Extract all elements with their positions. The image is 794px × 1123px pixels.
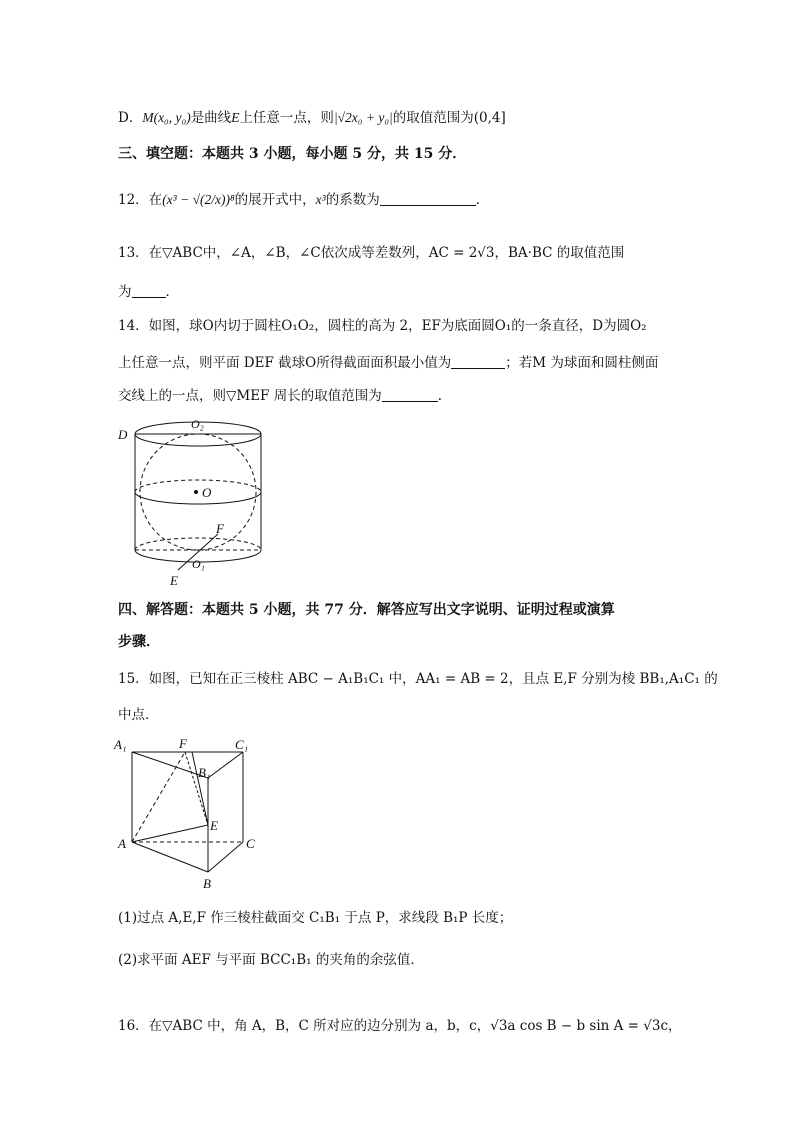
q14-line1: 14．如图，球O内切于圆柱O₁O₂，圆柱的高为 2，EF为底面圆O₁的一条直径，D为圆O₂ (118, 318, 647, 334)
label-f: F (179, 736, 187, 751)
label-a1: A₁ (114, 737, 127, 752)
q14-answer-blank-1[interactable] (451, 354, 505, 369)
label-o: O (202, 485, 212, 500)
label-b1: B₁ (198, 765, 211, 780)
option-d-text1: 是曲线 (190, 110, 232, 126)
section4-heading-line2: 步骤． (118, 634, 160, 650)
line-a-e (132, 825, 208, 842)
q15-line1: 15．如图，已知在正三棱柱 ABC − A₁B₁C₁ 中，AA₁ = AB = 2，且点 E,F 分别为棱 BB₁,A₁C₁ 的 (118, 671, 718, 687)
q15-part1: (1)过点 A,E,F 作三棱柱截面交 C₁B₁ 于点 P，求线段 B₁P 长度； (118, 910, 513, 926)
q12-expr: (x³ − √(2/x))⁸ (162, 192, 235, 207)
q14-line3-a: 交线上的一点，则▽MEF 周长的取值范围为 (118, 388, 382, 404)
q13-line1: 13．在▽ABC中，∠A，∠B，∠C依次成等差数列，AC = 2√3，BA·BC 的取值范围 (118, 245, 625, 261)
q14-line3-b: ． (437, 388, 452, 404)
label-e: E (170, 573, 178, 588)
q13-line2 (118, 282, 179, 302)
option-d (118, 108, 506, 128)
option-d-text3: 的取值范围为 (392, 110, 474, 126)
section4-heading-line1: 四、解答题：本题共 5 小题，共 77 分．解答应写出文字说明、证明过程或演算 (118, 602, 615, 618)
bottom-ellipse-back (135, 538, 261, 550)
q12-answer-blank[interactable] (380, 191, 476, 206)
question-12 (118, 190, 489, 210)
label-o2: O₂ (191, 417, 204, 431)
option-d-point: M(x₀, y₀) (142, 110, 191, 125)
label-c: C (246, 836, 255, 851)
label-a: A (118, 836, 126, 851)
q13-line2-b: ． (165, 284, 179, 300)
q14-answer-blank-2[interactable] (382, 387, 438, 402)
label-e: E (210, 818, 218, 833)
option-d-range: (0,4] (473, 110, 506, 126)
label-c1: C₁ (235, 737, 249, 752)
q12-num: 12．在 (118, 192, 163, 208)
option-d-curve: E (231, 110, 240, 125)
label-b: B (203, 876, 211, 891)
label-f: F (216, 521, 224, 536)
q14-line3 (118, 386, 451, 406)
edge-a-b (132, 842, 208, 872)
q13-line2-a: 为 (118, 284, 132, 300)
option-d-label: D． (118, 110, 143, 126)
q15-part2: (2)求平面 AEF 与平面 BCC₁B₁ 的夹角的余弦值． (118, 952, 424, 968)
q12-end: ． (475, 192, 490, 208)
edge-b1-c1 (208, 752, 243, 778)
middle-ellipse-back (135, 480, 261, 492)
label-d: D (118, 427, 128, 442)
option-d-text2: 上任意一点，则 (239, 110, 334, 126)
q14-line2 (118, 353, 658, 373)
line-a-f (132, 752, 185, 842)
prism-figure (112, 732, 272, 896)
q15-line2: 中点． (118, 707, 159, 723)
line-f-e-solid (192, 752, 211, 825)
edge-b-c (208, 842, 243, 872)
center-point-o (194, 490, 198, 494)
q12-text: 的展开式中， (234, 192, 316, 208)
q14-line2-a: 上任意一点，则平面 DEF 截球O所得截面面积最小值为 (118, 355, 452, 371)
cylinder-sphere-figure (112, 412, 272, 592)
line-f-e (185, 752, 211, 825)
section3-heading: 三、填空题：本题共 3 小题，每小题 5 分，共 15 分． (118, 146, 467, 162)
option-d-abs: |√2x₀ + y₀| (333, 110, 393, 125)
middle-ellipse-front (135, 492, 261, 504)
label-o1: O₁ (192, 557, 205, 571)
q16-line1: 16．在▽ABC 中，角 A，B，C 所对应的边分别为 a，b，c，√3a cos B − b sin A = √3c， (118, 1018, 682, 1034)
q13-answer-blank[interactable] (132, 283, 166, 298)
q12-text2: 的系数为 (325, 192, 380, 208)
q14-line2-b: ；若M 为球面和圆柱侧面 (505, 355, 659, 371)
q12-term: x³ (315, 192, 326, 207)
